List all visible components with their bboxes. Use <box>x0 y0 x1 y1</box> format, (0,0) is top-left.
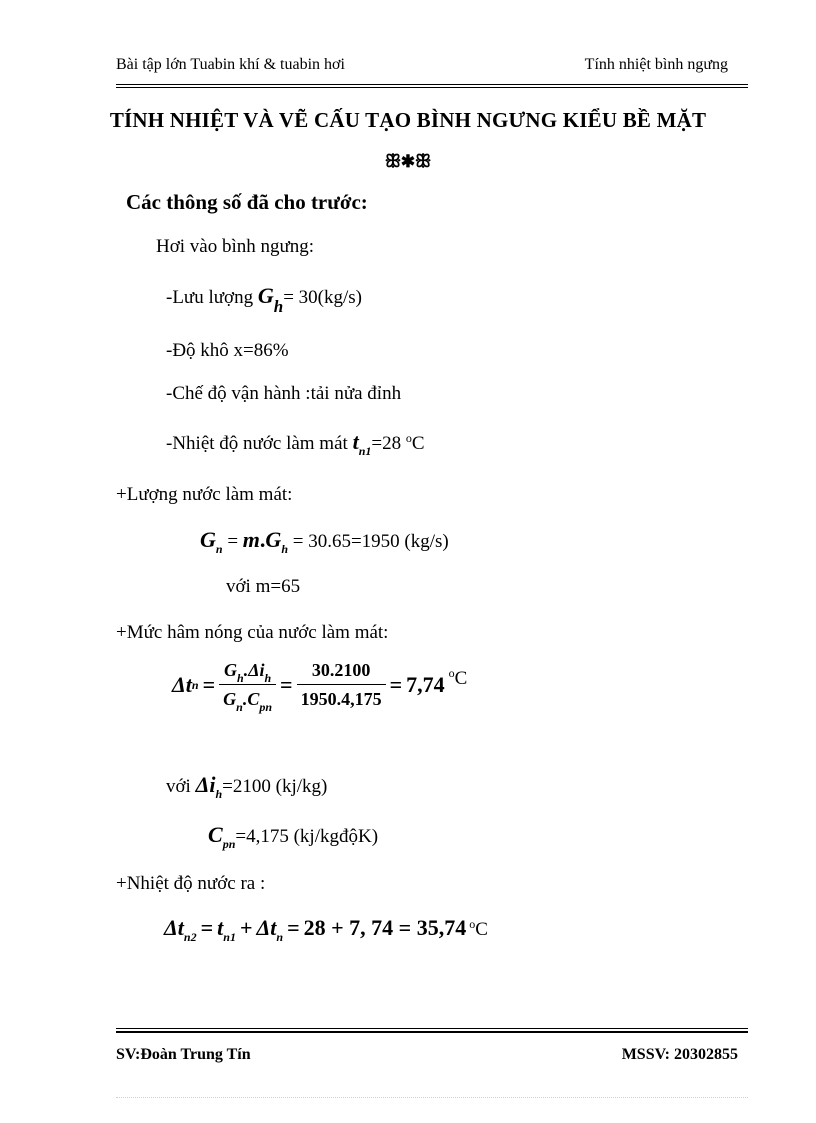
temp-degree: o <box>405 431 412 445</box>
eq2-eq-2: = <box>280 672 293 697</box>
eq1-g-sub: h <box>281 542 288 556</box>
eq3-t: t <box>217 915 224 940</box>
footer-id: MSSV: 20302855 <box>621 1046 738 1063</box>
eq2-f1-num: G <box>224 660 237 680</box>
eq1-mid: = <box>222 531 243 552</box>
eq2-f1-num2: .Δi <box>243 660 265 680</box>
temp-symbol: t <box>352 429 359 454</box>
mode-line: -Chế độ vận hành :tải nửa đỉnh <box>166 383 402 404</box>
dryness-line: -Độ khô x=86% <box>166 340 289 361</box>
eq1-g: G <box>265 527 282 552</box>
cpn-subscript: pn <box>222 837 236 851</box>
di-subscript: h <box>215 787 223 801</box>
temp-subscript: n1 <box>358 444 372 458</box>
eq2-result: 7,74 <box>406 672 445 697</box>
eq2-degree: o <box>448 666 455 680</box>
m-value: với m=65 <box>226 576 301 597</box>
footer-rule-1 <box>116 1028 748 1029</box>
temp-value: =28 <box>371 433 406 454</box>
eq3-lhs-sub: n2 <box>183 930 197 944</box>
section-title: Các thông số đã cho trước: <box>126 190 368 214</box>
eq1-lhs-sub: n <box>215 542 223 556</box>
temp-prefix: -Nhiệt độ nước làm mát <box>166 433 353 454</box>
flow-rate-line <box>166 283 363 316</box>
di-symbol: Δi <box>195 772 216 797</box>
eq2-lhs: Δt <box>172 672 192 697</box>
eq3-degree: o <box>469 917 476 931</box>
flow-symbol: G <box>257 283 274 308</box>
flow-prefix: -Lưu lượng <box>166 287 258 308</box>
eq3-rhs: 28 + 7, 74 = 35,74 <box>303 915 467 940</box>
eq2-unit: C <box>454 668 468 689</box>
flow-value: = 30(kg/s) <box>283 287 363 308</box>
di-prefix: với <box>166 776 196 797</box>
header-right: Tính nhiệt bình ngưng <box>584 56 728 73</box>
cpn-symbol: C <box>208 822 223 847</box>
cpn-value: =4,175 (kj/kgđộK) <box>235 826 379 847</box>
eq2-f2-den: 1950.4,175 <box>300 689 382 709</box>
di-value: =2100 (kj/kg) <box>222 776 328 797</box>
eq3-dt: Δt <box>256 915 277 940</box>
eq1-rhs: = 30.65=1950 (kg/s) <box>288 531 449 552</box>
eq2-f1-num-sub: h <box>237 671 244 685</box>
eq3-plus: + <box>239 915 253 940</box>
footer-student: SV:Đoàn Trung Tín <box>116 1046 251 1063</box>
eq2-eq-1: = <box>202 672 216 697</box>
eq2-fraction-1 <box>219 660 276 714</box>
eq2-fraction-2 <box>297 660 386 710</box>
di-line <box>166 772 328 801</box>
out-title: +Nhiệt độ nước ra : <box>116 873 266 894</box>
header-rule-2 <box>116 87 748 88</box>
temp-unit: C <box>411 433 425 454</box>
eq3-t-sub: n1 <box>223 930 236 944</box>
cool-water-title: +Lượng nước làm mát: <box>116 484 293 505</box>
footer-rule-2 <box>116 1031 748 1033</box>
equation-2: Δt n = $\frac{G_h.\Delta i_h}{G_n.C_{pn}}$ = $\frac{30.2100}{1950.4,175}$ = 7,74 $^o$C <box>172 660 468 714</box>
eq3-dt-sub: n <box>276 930 284 944</box>
steam-intro: Hơi vào bình ngưng: <box>156 236 315 257</box>
eq3-eq-1: = <box>200 915 214 940</box>
page-title: TÍNH NHIỆT VÀ VẼ CẤU TẠO BÌNH NGƯNG KIỂU BỀ MẶT <box>109 108 707 132</box>
eq3-unit: C <box>475 919 488 940</box>
heat-title: +Mức hâm nóng của nước làm mát: <box>116 622 389 643</box>
page-bottom-divider <box>116 1097 748 1098</box>
cpn-line <box>208 822 379 851</box>
eq2-f1-den2-sub: pn <box>259 700 273 714</box>
header-rule-1 <box>116 84 748 85</box>
flow-subscript: h <box>273 297 284 316</box>
eq2-f1-den-sub: n <box>236 700 243 714</box>
equation-3 <box>164 915 488 944</box>
eq2-eq-3: = <box>389 672 403 697</box>
equation-1 <box>200 527 449 556</box>
eq1-dot: . <box>259 527 266 552</box>
eq2-f2-num: 30.2100 <box>297 660 386 685</box>
eq3-eq-2: = <box>287 915 300 940</box>
eq2-f1-den: G <box>223 689 237 709</box>
header-left: Bài tập lớn Tuabin khí & tuabin hơi <box>116 56 345 73</box>
eq1-m: m <box>242 527 260 552</box>
eq2-f1-num2-sub: h <box>264 671 272 685</box>
eq1-lhs: G <box>200 527 216 552</box>
temp-line <box>166 429 425 458</box>
eq2-f1-den2: .C <box>242 689 260 709</box>
ornament: ꕥ✱ꕥ <box>384 151 432 171</box>
eq3-lhs: Δt <box>164 915 184 940</box>
